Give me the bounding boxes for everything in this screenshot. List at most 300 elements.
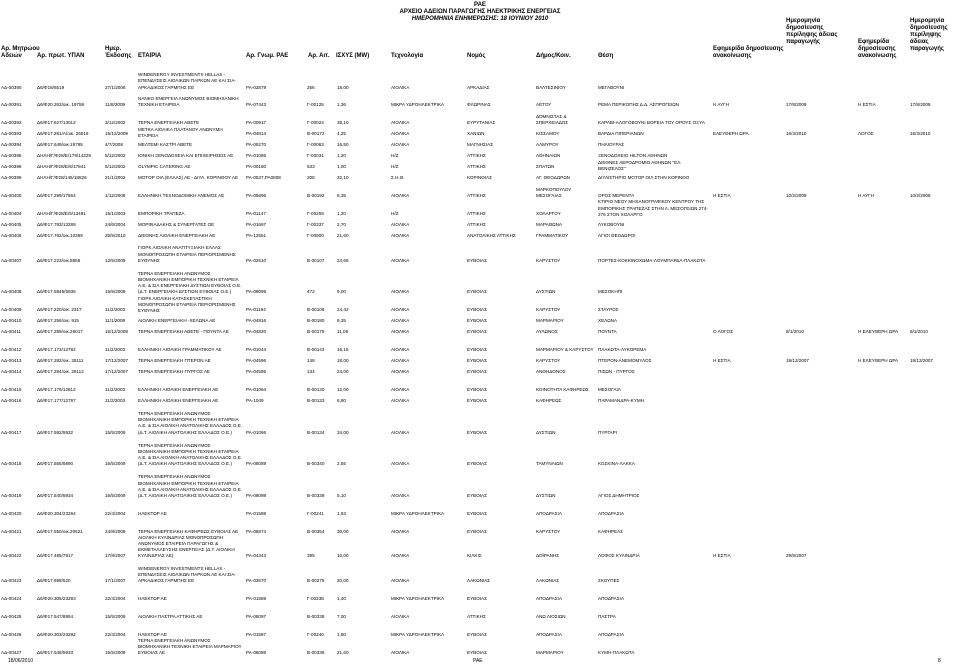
cell-dimos: ΑΠΟΔΡΑΣΙΑ <box>536 631 562 637</box>
cell-gnom: ΡΑ-08086 <box>246 649 267 655</box>
cell-id: ΑΔ-00407 <box>1 257 22 263</box>
cell-tech: Σ.Η.Θ. <box>391 175 405 181</box>
cell-date: 11/8/2009 <box>105 102 126 108</box>
cell-id: ΑΔ-00413 <box>1 358 22 364</box>
cell-gnom: ΡΑ-08874 <box>246 528 267 534</box>
cell-thesi: ΜΕΣΟΚΗΠΙ <box>598 289 623 295</box>
cell-date: 11/2/2003 <box>105 347 126 353</box>
cell-id: ΑΔ-00416 <box>1 398 22 404</box>
cell-id: ΑΔ-00390 <box>1 84 22 90</box>
document-org-title: ΡΑΕ <box>474 2 486 8</box>
cell-company: ΗΛΕΚΤΩΡ ΑΕ <box>138 631 167 637</box>
cell-mw: 2,55 <box>337 461 346 467</box>
cell-nomos: ΕΥΒΟΙΑΣ <box>467 369 487 375</box>
cell-dimos: ΚΑΡΥΣΤΟΥ <box>536 257 561 263</box>
cell-gnom: ΡΑ-02510 <box>246 257 267 263</box>
cell-mw: 5,10 <box>337 492 346 498</box>
table-row <box>0 138 960 149</box>
cell-thesi: ΔΙΥΛΙΣΤΗΡΙΟ ΜΟΤΟΡ ΟΙΛ ΣΤΗΝ ΚΟΡΙΝΘΟ <box>598 175 690 181</box>
cell-prot: Δ6/Φ17.540/5934 <box>37 492 74 498</box>
cell-date: 15/5/2009 <box>105 429 126 435</box>
cell-mw: 30,00 <box>337 528 349 534</box>
cell-ait: Β-00338 <box>307 613 325 619</box>
cell-id: ΑΔ-00425 <box>1 613 22 619</box>
col-imer-peril: Ημερομηνία δημοσίευσης περίληψης άδειας παραγωγής <box>786 18 838 45</box>
cell-prot: Δ6/Φ17.173/12782 <box>37 347 76 353</box>
cell-prot: Δ6/Φ17.698/520 <box>37 578 71 584</box>
cell-id: ΑΔ-00417 <box>1 429 22 435</box>
cell-nomos: ΕΥΒΟΙΑΣ <box>467 387 487 393</box>
cell-dimos: ΚΑΦΗΡΕΩΣ <box>536 398 562 404</box>
cell-gnom: ΡΑ-1049 <box>246 398 264 404</box>
cell-dimos: ΚΑΡΥΣΤΟΥ <box>536 358 561 364</box>
cell-tech: ΑΙΟΛΙΚΑ <box>391 131 410 137</box>
cell-tech: Η/Ζ <box>391 153 399 159</box>
cell-company: ΤΕΡΝΑ ΕΝΕΡΓΕΙΑΚΗ ΑΝΩΝΥΜΟΣ ΒΙΟΜΗΧΑΝΙΚΗ ΕΜΠΟΡΙΚΗ ΤΕΧΝΙΚΗ ΕΤΑΙΡΕΙΑ Α.Ε. & ΣΙΑ ΑΙΟΛΙΚΗ ΑΝΑΤΟΛΙΚΗΣ ΕΛΛΑΔΟΣ Ο.Ε. (Δ.Τ. ΑΙΟΛΙΚΗ ΑΝΑΤΟΛΙΚΗΣ ΕΛΛΑΔΟΣ Ο.Ε.) <box>138 411 243 435</box>
cell-dimos: ΚΑΡΥΣΤΟΥ <box>536 307 561 313</box>
cell-gnom: ΡΑ-04820 <box>246 329 267 335</box>
cell-prot: Δ6/Φ20.303/23292 <box>37 631 76 637</box>
cell-company: ΕΜΠΟΡΙΚΗ ΤΡΑΠΕΖΑ <box>138 211 185 217</box>
table-row <box>0 182 960 200</box>
cell-tech: ΑΙΟΛΙΚΑ <box>391 193 410 199</box>
cell-thesi: ΠΙΣΩΝ - ΠΥΡΓΟΣ <box>598 369 635 375</box>
col-ar-mitroou: Αρ. Μητρώου Αδειών <box>1 46 40 59</box>
cell-date: 24/6/2004 <box>105 222 126 228</box>
cell-gnom: ΡΑ-01086 <box>246 153 267 159</box>
cell-dimos: ΜΑΡΚΟΠΟΥΛΟΥ ΜΕΣΟΓΑΙΑΣ <box>536 186 572 199</box>
table-row <box>0 468 960 500</box>
cell-company: ΑΙΟΛΙΚΗ ΕΝΕΡΓΕΙΑΚΗ -ΧΕΛΩΝΑ ΑΕ <box>138 318 216 324</box>
cell-gnom: ΡΑ-01064 <box>246 387 267 393</box>
cell-dimos: ΚΑΡΥΣΤΟΥ <box>536 528 561 534</box>
cell-nomos: ΕΥΒΟΙΑΣ <box>467 289 487 295</box>
cell-nomos: ΜΑΓΝΗΣΙΑΣ <box>467 142 494 148</box>
table-row <box>0 404 960 436</box>
cell-mw: 9,35 <box>337 318 346 324</box>
cell-id: ΑΔ-00395 <box>1 153 22 159</box>
cell-d2: 16/3/2010 <box>910 131 931 137</box>
table-row <box>0 499 960 517</box>
cell-date: 17/12/2007 <box>105 358 128 364</box>
cell-prot: ΔΗΛΗ/Γ/Φ28/Ε/179/14229 <box>37 153 91 159</box>
cell-date: 17/1/2007 <box>105 578 126 584</box>
cell-nomos: ΕΥΒΟΙΑΣ <box>467 398 487 404</box>
cell-mw: 21,60 <box>337 233 349 239</box>
cell-prot: Δ6/Φ17.220/οικ. 2317 <box>37 307 82 313</box>
cell-efim: Η ΕΣΤΙΑ <box>713 193 731 199</box>
cell-thesi: ΠΥΡΓΑΡΙ <box>598 429 617 435</box>
cell-id: ΑΔ-00414 <box>1 369 22 375</box>
table-row <box>0 325 960 336</box>
cell-mw: 34,00 <box>337 429 349 435</box>
table-row <box>0 149 960 160</box>
cell-ait: Β-00192 <box>307 193 325 199</box>
cell-company: WINDENERGY INVESTMENTS HELLAS - ΕΠΕΝΔΥΣΕΙΣ ΑΙΟΛΙΚΩΝ ΠΑΡΚΩΝ ΑΕ ΚΑΙ ΣΙΑ- ΑΡΚΑΔΙΚΟΣ ΓΑΡΜΠΗΣ ΕΕ <box>138 565 236 584</box>
cell-prot: Δ6/Φ17.282/οικ. 25111 <box>37 358 84 364</box>
cell-dimos: ΑΘΗΝΑΙΩΝ <box>536 153 561 159</box>
cell-dimos: ΜΑΡΑΘΩΝΑ <box>536 222 562 228</box>
cell-nomos: ΚΟΡΙΝΘΙΑΣ <box>467 175 492 181</box>
cell-company: ΜΕΤΚΑ ΑΙΟΛΙΚΑ ΠΛΑΤΑΝΟΥ ΑΝΩΝΥΜΗ ΕΤΑΙΡΕΙΑ <box>138 126 223 138</box>
footer-date: 18/06/2010 <box>8 658 34 664</box>
table-row <box>0 199 960 217</box>
cell-nomos: ΕΥΒΟΙΑΣ <box>467 649 487 655</box>
cell-gnom: ΡΑ-04595 <box>246 369 267 375</box>
cell-date: 15/12/2009 <box>105 131 128 137</box>
cell-ait: 134 <box>307 369 315 375</box>
cell-efim2: Η ΕΛΕΥΘΕΡΗ ΩΡΑ <box>858 329 899 335</box>
cell-ait: Β-00130 <box>307 387 325 393</box>
license-table <box>0 66 960 656</box>
cell-tech: ΑΙΟΛΙΚΑ <box>391 289 410 295</box>
cell-mw: 9,00 <box>337 289 346 295</box>
cell-company: ΤΕΡΝΑ ΕΝΕΡΓΕΙΑΚΗ ΑΒΕΤΕ <box>138 120 200 126</box>
cell-prot: ΔΗΛΗ/Γ/Φ28/Ε/5/13491 <box>37 211 86 217</box>
table-row <box>0 296 960 314</box>
cell-company: ΜΟΡΦΙΑΔΑΚΗΣ & ΣΥΝΕΡΓΑΤΕΣ ΟΕ <box>138 222 215 228</box>
cell-prot: Δ6/Φ17.179/12812 <box>37 387 76 393</box>
cell-prot: Δ6/Φ17.550/οικ.20621 <box>37 528 83 534</box>
cell-tech: ΑΙΟΛΙΚΑ <box>391 307 410 313</box>
cell-tech: ΑΙΟΛΙΚΑ <box>391 318 410 324</box>
cell-company: ΤΕΡΝΑ ΕΝΕΡΓΕΙΑΚΗ ΑΝΩΝΥΜΟΣ ΒΙΟΜΗΧΑΝΙΚΗ ΕΜΠΟΡΙΚΗ ΤΕΧΝΙΚΗ ΕΤΑΙΡΕΙΑ Α.Ε. & ΣΙΑ ΕΝΕΡΓΕΙΑΚΗ ΔΥΣΤΙΩΝ ΕΥΒΟΙΑΣ Ο.Ε. (Δ.Τ. ΕΝΕΡΓΕΙΑΚΗ ΔΥΣΤΙΩΝ ΕΥΒΟΙΑΣ Ο.Ε.) <box>138 270 242 295</box>
cell-mw: 9,35 <box>337 193 346 199</box>
cell-tech: ΑΙΟΛΙΚΑ <box>391 613 410 619</box>
cell-gnom: ΡΑ-01667 <box>246 222 267 228</box>
cell-id: ΑΔ-00406 <box>1 233 22 239</box>
cell-date: 3/12/2002 <box>105 120 126 126</box>
update-date: ΗΜΕΡΟΜΗΝΙΑ ΕΝΗΜΕΡΩΣΗΣ: 18 ΙΟΥΝΙΟΥ 2010 <box>411 16 549 22</box>
cell-dimos: ΑΥΛΩΝΟΣ <box>536 329 558 335</box>
cell-id: ΑΔ-00394 <box>1 142 22 148</box>
cell-nomos: ΑΤΤΙΚΗΣ <box>467 222 486 228</box>
cell-nomos: ΕΥΒΟΙΑΣ <box>467 461 487 467</box>
cell-id: ΑΔ-00426 <box>1 631 22 637</box>
cell-prot: Δ6/Φ20.305/23293 <box>37 596 76 602</box>
cell-company: ΔΙΕΘΝΗΣ ΑΙΟΛΙΚΗ ΕΝΕΡΓΕΙΑΚΗ ΑΕ <box>138 233 216 239</box>
cell-tech: ΜΙΚΡΑ ΥΔΡΟΗΛΕΚΤΡΙΚΑ <box>391 102 445 108</box>
cell-mw: 16,15 <box>337 347 349 353</box>
cell-prot: ΔΗΛΗ/Γ/Φ28/Ε/6/17841 <box>37 164 86 170</box>
cell-gnom: ΡΑ-08097 <box>246 613 267 619</box>
cell-nomos: ΧΑΝΙΩΝ <box>467 131 485 137</box>
cell-id: ΑΔ-00408 <box>1 289 22 295</box>
col-efimerida: Εφημερίδα δημοσίευσης ανακοίνωσης <box>713 46 784 59</box>
cell-nomos: ΕΥΒΟΙΑΣ <box>467 257 487 263</box>
cell-dimos: ΧΟΛΑΡΓΟΥ <box>536 211 561 217</box>
cell-ait: Β-00339 <box>307 492 325 498</box>
cell-tech: ΑΙΟΛΙΚΑ <box>391 528 410 534</box>
cell-prot: Δ6/Φ20.304/23294 <box>37 510 76 516</box>
cell-d1: 16/3/2010 <box>786 131 807 137</box>
cell-company: ΝΑΝΚΟ ΕΝΕΡΓΕΙΑ ΑΝΩΝΥΜΟΣ ΒΙΟΜΗΧΑΝΙΚΗ ΤΕΧΝΙΚΗ ΕΤΑΙΡΕΙΑ <box>138 96 239 108</box>
cell-date: 11/1/2008 <box>105 318 126 324</box>
cell-ait: Γ-00337 <box>307 222 324 228</box>
cell-mw: 21,60 <box>337 649 349 655</box>
cell-dimos: ΜΑΡΜΑΡΙΟΥ <box>536 649 564 655</box>
cell-mw: 1,36 <box>337 102 346 108</box>
cell-thesi: ΠΑΡΑΜΑΝΔΡΑ-ΚΥΜΗ <box>598 398 645 404</box>
cell-thesi: ΚΥΜΗ-ΠΛΑΚΩΤΑ <box>598 649 635 655</box>
cell-prot: Δ6/Φ17.281/Α/οικ. 26019 <box>37 131 89 137</box>
table-row <box>0 602 960 620</box>
cell-id: ΑΔ-00423 <box>1 578 22 584</box>
cell-thesi: ΠΤΕΡΟΝ-ΑΝΕΜΟΜΥΛΟΣ <box>598 358 652 364</box>
cell-date: 5/12/2002 <box>105 164 126 170</box>
table-row <box>0 264 960 296</box>
cell-prot: Δ6/Φ17.592/5932 <box>37 429 74 435</box>
cell-gnom: ΡΑ-00917 <box>246 120 267 126</box>
cell-date: 24/8/2009 <box>105 528 126 534</box>
cell-gnom: ΡΑ-01147 <box>246 211 266 217</box>
cell-thesi: ΚΑΡΑΒΙ-ΑΛΟΓΟΒΟΥΝΙ ΒΟΡΕΙΑ ΤΟΥ ΟΡΟΥΣ ΟΞΥΑ <box>598 120 705 126</box>
cell-thesi: ΑΓΙΟΣ ΔΗΜΗΤΡΙΟΣ <box>598 492 640 498</box>
cell-company: ΕΛΛΗΝΙΚΗ ΑΙΟΛΙΚΗ ΓΡΑΜΜΑΤΙΚΟΥ ΑΕ <box>138 347 222 353</box>
cell-company: ΑΙΟΛΙΚΗ ΚΥΛΙΝΔΡΙΑΣ ΜΟΝΟΠΡΟΣΩΠΗ ΑΝΩΝΥΜΟΣ ΕΤΑΙΡΕΙΑ ΠΑΡΑΓΩΓΗΣ & ΕΚΜΕΤΑΛΛΕΥΣΗΣ ΕΝΕΡΓΕΙΑΣ (Δ.Τ. ΑΙΟΛΙΚΗ ΚΥΛΙΝΔΡΙΑΣ ΑΕ) <box>138 534 235 559</box>
col-ar-ait: Αρ. Αιτ. <box>308 53 330 59</box>
cell-mw: 6,80 <box>337 398 346 404</box>
cell-company: ΕΛΛΗΝΙΚΗ ΤΕΧΝΟΔΟΜΙΚΗ ΑΝΕΜΟΣ ΑΕ <box>138 193 225 199</box>
col-dimos: Δήμος/Κοιν. <box>536 53 571 59</box>
cell-nomos: ΕΥΒΟΙΑΣ <box>467 358 487 364</box>
cell-ait: 533 <box>307 164 315 170</box>
cell-nomos: ΕΥΒΟΙΑΣ <box>467 492 487 498</box>
cell-gnom: ΡΑ-01044 <box>246 347 267 353</box>
cell-prot: Δ6/Φ17.627/13012 <box>37 120 76 126</box>
cell-date: 17/12/2007 <box>105 369 128 375</box>
cell-d1: 19/12/2007 <box>786 358 809 364</box>
cell-tech: ΑΙΟΛΙΚΑ <box>391 398 410 404</box>
footer-page-number: 8 <box>938 658 941 664</box>
table-row <box>0 91 960 109</box>
page-footer <box>0 658 960 666</box>
cell-thesi: ΚΤΙΡΙΟ ΝΕΟΥ ΜΗΧΑΝΟΓΡΑΦΙΚΟΥ ΚΕΝΤΡΟΥ ΤΗΣ ΕΜΠΟΡΙΚΗΣ ΤΡΑΠΕΖΑΣ ΣΤΗΝ Λ. ΜΕΣΟΓΕΙΩΝ 274-276 ΣΤΟΝ ΧΟΛΑΡΓΟ <box>598 199 708 217</box>
cell-dimos: ΒΑΛΤΕΣΙΝΙΟΥ <box>536 84 566 90</box>
cell-thesi: ΧΕΛΩΝΑ <box>598 318 618 324</box>
col-technologia: Τεχνολογία <box>391 53 424 59</box>
cell-id: ΑΔ-00392 <box>1 120 22 126</box>
cell-dimos: ΜΑΡΜΑΡΙΟΥ & ΚΑΡΥΣΤΟΥ <box>536 347 594 353</box>
cell-ait: 256 <box>307 84 315 90</box>
cell-dimos: ΔΟΪΡΑΝΗΣ <box>536 553 560 559</box>
cell-id: ΑΔ-00399 <box>1 175 22 181</box>
cell-prot: Δ6/Φ17.547/8954 <box>37 613 74 619</box>
cell-prot: Δ6/Φ17.762/οικ.10359 <box>37 233 83 239</box>
cell-nomos: ΕΥΒΟΙΑΣ <box>467 347 487 353</box>
cell-prot: Δ6/Φ17.555/5890 <box>37 461 74 467</box>
cell-ait: Β-00133 <box>307 398 325 404</box>
cell-efim2: Η ΕΣΤΙΑ <box>858 102 876 108</box>
cell-tech: ΑΙΟΛΙΚΑ <box>391 429 410 435</box>
cell-date: 25/5/2010 <box>105 233 126 239</box>
cell-mw: 4,25 <box>337 131 346 137</box>
cell-ait: Γ-00031 <box>307 153 324 159</box>
col-imer-peril-2: Ημερομηνία δημοσίευσης περίληψης άδειας παραγωγής <box>910 18 948 52</box>
cell-company: ΤΕΡΝΑ ΕΝΕΡΓΕΙΑΚΗ ΠΤΕΡΟΝ ΑΕ <box>138 358 211 364</box>
cell-ait: 208 <box>307 175 315 181</box>
cell-ait: Β-00354 <box>307 528 325 534</box>
cell-tech: ΑΙΟΛΙΚΑ <box>391 369 410 375</box>
cell-dimos: ΣΠΑΤΩΝ <box>536 164 555 170</box>
cell-efim2: Η ΕΛΕΥΘΕΡΗ ΩΡΑ <box>858 358 899 364</box>
cell-mw: 18,00 <box>337 84 349 90</box>
cell-ait: Β-00107 <box>307 257 325 263</box>
col-ar-gnom: Αρ. Γνωμ. ΡΑΕ <box>246 53 289 59</box>
cell-nomos: ΕΥΒΟΙΑΣ <box>467 528 487 534</box>
cell-dimos: ΑΠΟΔΡΑΣΙΑ <box>536 596 562 602</box>
cell-prot: Δ6/Φ17.177/12797 <box>37 398 76 404</box>
cell-thesi: ΠΟΥΝΤΑ <box>598 329 617 335</box>
cell-gnom: ΡΑ-07443 <box>246 102 267 108</box>
cell-efim: Ο ΛΟΓΟΣ <box>713 329 734 335</box>
cell-ait: 395 <box>307 553 315 559</box>
cell-mw: 1,40 <box>337 596 346 602</box>
cell-tech: ΑΙΟΛΙΚΑ <box>391 347 410 353</box>
cell-mw: 20,00 <box>337 578 349 584</box>
cell-prot: Δ6/Φ20.263/οικ. 19759 <box>37 102 85 108</box>
cell-nomos: ΕΥΒΟΙΑΣ <box>467 631 487 637</box>
cell-company: ΕΛΛΗΝΙΚΗ ΑΙΟΛΙΚΗ ΕΝΕΡΓΕΙΑΚΗ ΑΕ <box>138 398 219 404</box>
cell-dimos: ΚΟΙΝΟΤΗΤΑ ΚΑΦΗΡΕΩΣ <box>536 387 589 393</box>
table-row <box>0 584 960 602</box>
cell-date: 15/5/2009 <box>105 492 126 498</box>
cell-thesi: ΠΛΑΚΩΤΑ-ΛΥΚΟΡΕΜΑ <box>598 347 647 353</box>
table-row <box>0 375 960 393</box>
cell-mw: 24,65 <box>337 257 349 263</box>
cell-nomos: ΕΥΒΟΙΑΣ <box>467 429 487 435</box>
cell-tech: ΑΙΟΛΙΚΑ <box>391 649 410 655</box>
cell-company: ΤΕΡΝΑ ΕΝΕΡΓΕΙΑΚΗ ΑΒΕΤΕ - ΠΟΥΝΤΑ ΑΕ <box>138 329 229 335</box>
cell-id: ΑΔ-00393 <box>1 131 22 137</box>
footer-org: ΡΑΕ <box>473 658 483 664</box>
cell-date: 15/1/2003 <box>105 211 126 217</box>
cell-thesi: ΛΥΚΟΒΟΥΝΙ <box>598 222 625 228</box>
cell-prot: Δ6/Φ17.284/οικ. 25112 <box>37 369 84 375</box>
cell-d1: 17/8/2009 <box>786 102 807 108</box>
cell-id: ΑΔ-00396 <box>1 164 22 170</box>
col-efimerida-2: Εφημερίδα δημοσίευσης ανακοίνωσης <box>858 39 897 59</box>
cell-ait: Β-00175 <box>307 329 325 335</box>
cell-tech: ΑΙΟΛΙΚΑ <box>391 222 410 228</box>
cell-id: ΑΔ-00415 <box>1 387 22 393</box>
cell-date: 15/5/2009 <box>105 289 126 295</box>
cell-prot: Δ6/Φ17.548/5933 <box>37 649 74 655</box>
cell-mw: 1,80 <box>337 631 346 637</box>
cell-tech: Η/Ζ <box>391 211 399 217</box>
cell-company: ΤΕΡΝΑ ΕΝΕΡΓΕΙΑΚΗ ΑΝΩΝΥΜΟΣ ΒΙΟΜΗΧΑΝΙΚΗ ΕΜΠΟΡΙΚΗ ΤΕΧΝΙΚΗ ΕΤΑΙΡΕΙΑ Α.Ε. & ΣΙΑ ΑΙΟΛΙΚΗ ΑΝΑΤΟΛΙΚΗΣ ΕΛΛΑΔΟΣ Ο.Ε. (Δ.Τ. ΑΙΟΛΙΚΗ ΑΝΑΤΟΛΙΚΗΣ ΕΛΛΑΔΟΣ Ο.Ε.) <box>138 474 243 498</box>
cell-mw: 32,10 <box>337 175 349 181</box>
cell-nomos: ΦΛΩΡΙΝΑΣ <box>467 102 491 108</box>
cell-gnom: ΡΑ-04816 <box>246 318 267 324</box>
cell-id: ΑΔ-00400 <box>1 193 22 199</box>
cell-thesi: ΔΙΕΘΝΕΣ ΑΕΡΟΔΡΟΜΙΟ ΑΘΗΝΩΝ "ΕΛ. ΒΕΝΙΖΕΛΟΣ" <box>598 159 682 171</box>
cell-company: ΗΛΕΚΤΩΡ ΑΕ <box>138 510 167 516</box>
cell-tech: ΑΙΟΛΙΚΑ <box>391 120 410 126</box>
cell-ait: Γ-00241 <box>307 510 324 516</box>
cell-nomos: ΚΙΛΚΙΣ <box>467 553 482 559</box>
cell-date: 22/4/2004 <box>105 631 126 637</box>
cell-prot: Δ6/Φ17.649/οικ.19795 <box>37 142 83 148</box>
cell-gnom: ΡΑ-08099 <box>246 289 267 295</box>
cell-date: 11/2/2003 <box>105 398 126 404</box>
cell-tech: ΑΙΟΛΙΚΑ <box>391 142 410 148</box>
cell-id: ΑΔ-00410 <box>1 318 22 324</box>
cell-thesi: ΑΠΟΔΡΑΣΙΑ <box>598 631 624 637</box>
cell-date: 1/12/2008 <box>105 193 126 199</box>
cell-gnom: ΡΑ-00180 <box>246 164 267 170</box>
col-ar-protok: Αρ. πρωτ. ΥΠΑΝ <box>37 53 85 59</box>
cell-ait: Β-00275 <box>307 578 325 584</box>
cell-thesi: ΠΟΡΤΕΣ-ΚΟΚΚΙΝΟΧΩΜΑ-ΛΟΥΜΠΑΡΔΑ-ΠΛΑΚΩΤΑ <box>598 257 706 263</box>
cell-ait: Β-00108 <box>307 307 325 313</box>
table-row <box>0 436 960 468</box>
cell-company: ΕΛΛΗΝΙΚΗ ΑΙΟΛΙΚΗ ΕΝΕΡΓΕΙΑΚΗ ΑΕ <box>138 387 219 393</box>
cell-company: OLYMPIC CATERING ΑΕ <box>138 164 191 170</box>
cell-id: ΑΔ-00405 <box>1 222 22 228</box>
cell-date: 27/1/2006 <box>105 84 126 90</box>
cell-prot: Δ6/Φ17.256/οικ. 915 <box>37 318 79 324</box>
cell-gnom: ΡΑ-01194 <box>246 307 266 313</box>
cell-mw: 1,00 <box>337 164 346 170</box>
cell-id: ΑΔ-00419 <box>1 492 22 498</box>
cell-gnom: ΡΑ-05270 <box>246 142 267 148</box>
cell-d1: 29/8/2007 <box>786 553 807 559</box>
cell-mw: 11,05 <box>337 329 349 335</box>
cell-mw: 12,00 <box>337 387 349 393</box>
cell-d1: 8/1/2010 <box>786 329 804 335</box>
cell-id: ΑΔ-00420 <box>1 510 22 516</box>
cell-mw: 1,20 <box>337 211 346 217</box>
cell-ait: Γ-00900 <box>307 233 324 239</box>
cell-tech: ΑΙΟΛΙΚΑ <box>391 257 410 263</box>
cell-company: ΤΕΡΝΑ ΕΝΕΡΓΕΙΑΚΗ ΑΝΩΝΥΜΟΣ ΒΙΟΜΗΧΑΝΙΚΗ ΤΕΧΝΙΚΗ ΕΤΑΙΡΕΙΑ ΜΑΡΜΑΡΙΟΥ ΕΥΒΟΙΑΣ ΑΕ <box>138 638 242 656</box>
table-row <box>0 239 960 264</box>
table-row <box>0 66 960 91</box>
cell-efim: Η ΑΥΓΗ <box>713 102 729 108</box>
cell-prot: Δ6/Φ17.289/οικ.26017 <box>37 329 83 335</box>
cell-thesi: ΡΕΜΑ ΠΕΡΙΚΟΠΗΣ Δ.Δ. ΑΣΠΡΟΓΕΙΩΝ <box>598 102 679 108</box>
cell-date: 4/7/2008 <box>105 142 123 148</box>
table-row <box>0 560 960 585</box>
document-title: ΑΡΧΕΙΟ ΑΔΕΙΩΝ ΠΑΡΑΓΩΓΗΣ ΗΛΕΚΤΡΙΚΗΣ ΕΝΕΡΓΕΙΑΣ <box>399 9 561 15</box>
cell-thesi: ΜΕΣΟΓΑΙΑ <box>598 387 621 393</box>
cell-thesi: ΑΓΙΟΙ ΘΕΟΔΩΡΟΙ <box>598 233 636 239</box>
cell-date: 21/1/2002 <box>105 175 126 181</box>
cell-dimos: ΑΛΜΥΡΟΥ <box>536 142 559 148</box>
cell-gnom: ΡΑ-03570 <box>246 578 267 584</box>
cell-tech: ΜΙΚΡΑ ΥΔΡΟΗΛΕΚΤΡΙΚΑ <box>391 510 445 516</box>
cell-ait: Γ-00063 <box>307 142 324 148</box>
cell-tech: ΑΙΟΛΙΚΑ <box>391 553 410 559</box>
cell-gnom: ΡΑ-08089 <box>246 461 267 467</box>
cell-tech: ΜΙΚΡΑ ΥΔΡΟΗΛΕΚΤΡΙΚΑ <box>391 596 445 602</box>
cell-efim2: Η ΑΥΓΗ <box>858 193 874 199</box>
cell-thesi: ΞΕΝΟΔΟΧΕΙΟ HILTON ΑΘΗΝΩΝ <box>598 153 668 159</box>
cell-dimos: ΔΥΣΤΙΩΝ <box>536 289 556 295</box>
col-nomos: Νομός <box>467 53 486 59</box>
cell-dimos: ΑΕΤΟΥ <box>536 102 552 108</box>
cell-gnom: ΡΑ-08098 <box>246 492 267 498</box>
cell-dimos: ΑΝΘΗΔΟΝΟΣ <box>536 369 566 375</box>
cell-gnom: ΡΑ-05696 <box>246 193 267 199</box>
cell-thesi: ΚΟΣΚΙΝΑ-ΛΑΚΚΑ <box>598 461 635 467</box>
cell-gnom: ΡΑ-04814 <box>246 131 267 137</box>
cell-date: 5/12/2002 <box>105 153 126 159</box>
cell-ait: Γ-00240 <box>307 631 324 637</box>
col-etairia: ΕΤΑΙΡΙΑ <box>138 53 162 59</box>
cell-thesi: ΚΑΦΗΡΕΑΣ <box>598 528 624 534</box>
